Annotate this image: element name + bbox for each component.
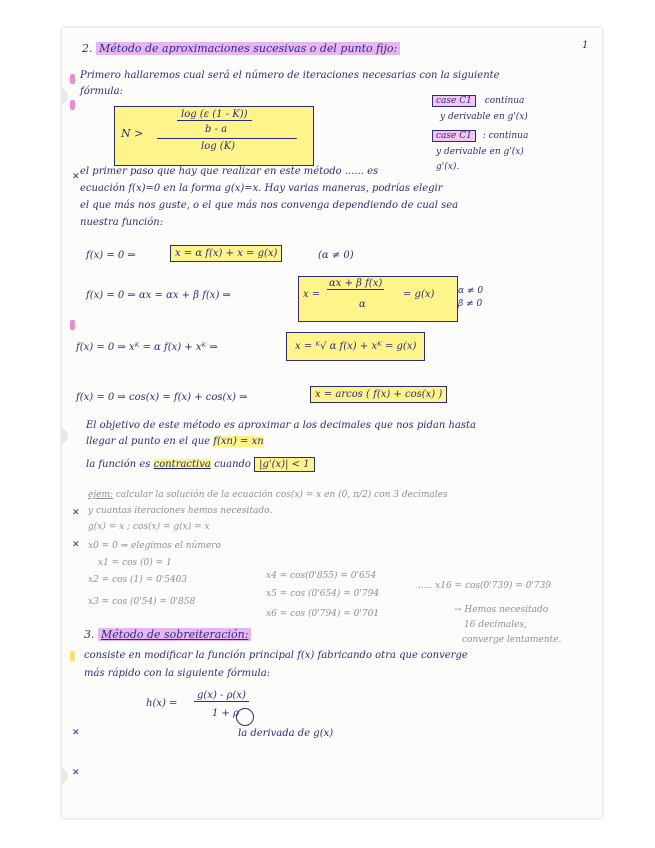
page-mark: 1 [582, 40, 589, 51]
binder-hole [62, 768, 68, 784]
example-line-4: x0 = 0 ⇒ elegimos el número [88, 541, 221, 551]
note-case2-label: case C1 [432, 130, 476, 142]
h-formula-lhs: h(x) = [146, 698, 178, 709]
margin-tick: ✕ [72, 728, 80, 738]
example-line-7: x3 = cos (0'54) = 0'858 [88, 597, 196, 607]
example-note-3: converge lentamente. [462, 635, 562, 645]
eq1-condition: (α ≠ 0) [318, 250, 354, 261]
binder-hole [62, 428, 68, 444]
eq2-num: αx + β f(x) [329, 278, 383, 289]
formula-lhs: N > [121, 127, 144, 140]
margin-mark [70, 100, 75, 110]
objective-line-2 [86, 436, 264, 447]
example-iter-6: x6 = cos (0'794) = 0'701 [266, 609, 380, 619]
formula-den: log (K) [201, 141, 236, 152]
objective-line-1: El objetivo de este método es aproximar a los decimales que nos pidan hasta [86, 420, 476, 431]
step-line-3: el que más nos guste, o el que más nos convenga dependiendo de cual sea [80, 200, 459, 211]
step-line-2: ecuación f(x)=0 en la forma g(x)=x. Hay varias maneras, podrías elegir [80, 183, 443, 194]
eq3-lhs: f(x) = 0 ⇒ xᴷ = α f(x) + xᴷ ⇒ [76, 342, 218, 353]
note-case2-text3: g'(x). [436, 162, 460, 172]
example-note-2: 16 decimales, [464, 620, 527, 630]
section2-header [82, 42, 400, 55]
objective-line-3 [86, 459, 315, 470]
eq3-box: x = ᴷ√ α f(x) + xᴷ = g(x) [286, 332, 425, 361]
objective-line-3-prefix: la función es [86, 459, 151, 470]
objective-line-2-prefix: llegar al punto en el que [86, 436, 211, 447]
rho-circle [236, 708, 254, 726]
section3-line-2: más rápido con la siguiente fórmula: [84, 668, 271, 679]
section2-number: 2. [82, 42, 93, 55]
eq2-cond1: α ≠ 0 [458, 286, 484, 296]
margin-mark [70, 74, 75, 84]
example-label: ejem: [88, 490, 114, 500]
fixed-point-condition: f(xn) = xn [213, 436, 264, 447]
example-line-3: g(x) = x ; cos(x) = g(x) = x [88, 522, 210, 532]
example-line-6: x2 = cos (1) = 0'5403 [88, 575, 188, 585]
section3-header [84, 628, 251, 641]
note-case1 [432, 96, 524, 106]
margin-mark [70, 651, 75, 661]
note-case2-text2: y derivable en g'(x) [436, 147, 524, 157]
h-formula-annotation: la derivada de g(x) [238, 728, 334, 739]
section3-line-1: consiste en modificar la función principal f(x) fabricando otra que converge [84, 650, 468, 661]
example-iter-5: x5 = cos (0'654) = 0'794 [266, 589, 380, 599]
margin-tick: ✕ [72, 540, 80, 550]
h-formula-den: 1 + ρ [212, 708, 239, 719]
eq2-prefix: x = [303, 289, 321, 300]
eq2-lhs: f(x) = 0 ⇒ αx = αx + β f(x) ⇒ [86, 290, 231, 301]
eq1-box: x = α f(x) + x = g(x) [170, 245, 282, 262]
formula-num-num: log (ε (1 - K)) [177, 109, 252, 121]
step-line-1: el primer paso que hay que realizar en este método ...... es [80, 166, 379, 177]
example-line-2: y cuantas iteraciones hemos necesitado. [88, 506, 273, 516]
section3-title: Método de sobreiteración: [98, 628, 251, 641]
note-case2 [432, 131, 528, 141]
eq2-suffix: = g(x) [403, 289, 435, 300]
note-case2-text1: : continua [482, 131, 529, 141]
eq2-den: α [359, 299, 366, 310]
example-line-5: x1 = cos (0) = 1 [98, 558, 172, 568]
eq4-box: x = arcos ( f(x) + cos(x) ) [310, 386, 447, 403]
iterations-formula-box [114, 106, 314, 166]
objective-line-3-mid: cuando [214, 459, 251, 470]
step-line-4: nuestra función: [80, 217, 164, 228]
example-iter-4: x4 = cos(0'855) = 0'654 [266, 571, 377, 581]
notebook-page [62, 28, 602, 818]
note-case1-text2: y derivable en g'(x) [440, 112, 528, 122]
margin-mark [70, 320, 75, 330]
note-case1-label: case C1 [432, 95, 476, 107]
margin-tick: ✕ [72, 508, 80, 518]
note-case1-text1: continua [484, 96, 525, 106]
margin-tick: ✕ [72, 172, 80, 182]
contractive-condition-box: |g'(x)| < 1 [254, 457, 314, 472]
formula-num-den: b - a [205, 124, 228, 135]
eq2-cond2: β ≠ 0 [458, 299, 483, 309]
eq4-lhs: f(x) = 0 ⇒ cos(x) = f(x) + cos(x) ⇒ [76, 392, 248, 403]
formula-main-bar [157, 138, 297, 139]
eq2-box [298, 276, 458, 322]
margin-tick: ✕ [72, 768, 80, 778]
intro-line-1: Primero hallaremos cual será el número de iteraciones necesarias con la siguiente [80, 70, 500, 81]
eq1-lhs: f(x) = 0 ⇒ [86, 250, 136, 261]
section2-title: Método de aproximaciones sucesivas o del punto fijo: [96, 42, 400, 55]
section3-number: 3. [84, 628, 95, 641]
h-formula-num: g(x) - ρ(x) [194, 690, 249, 702]
example-iter-16: ..... x16 = cos(0'739) = 0'739 [418, 581, 552, 591]
example-line-1 [88, 490, 448, 500]
binder-hole [62, 88, 68, 104]
example-line-1-text: calcular la solución de la ecuación cos(x) = x en (0, π/2) con 3 decimales [115, 490, 448, 500]
contractive-word: contractiva [153, 459, 211, 470]
intro-line-2: fórmula: [80, 86, 123, 97]
example-note-1: → Hemos necesitado [454, 605, 549, 615]
